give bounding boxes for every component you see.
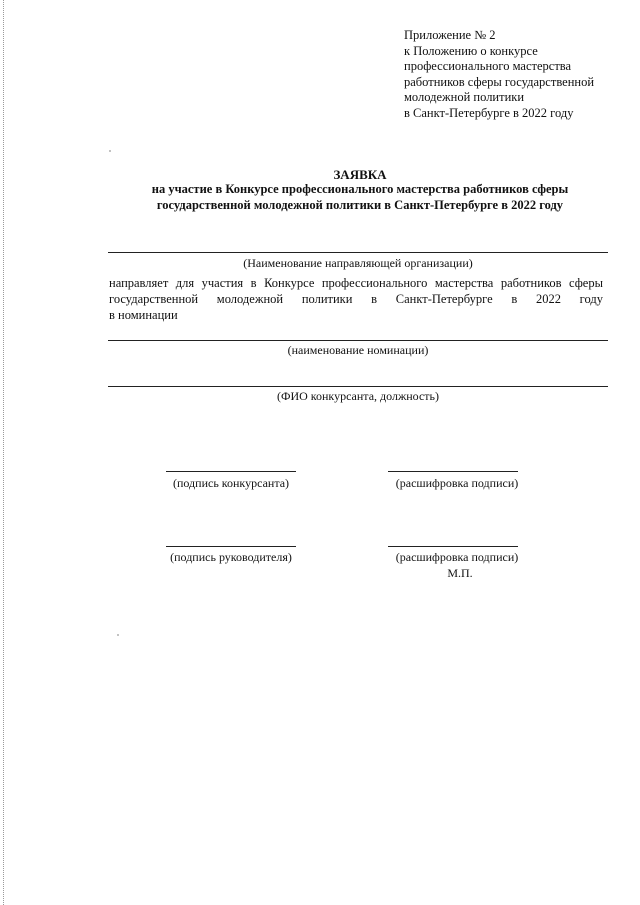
contestant-decode-caption: (расшифровка подписи) <box>395 476 519 490</box>
appendix-line: к Положению о конкурсе <box>404 43 538 58</box>
contestant-signature-caption: (подпись конкурсанта) <box>172 476 290 490</box>
head-signature-line[interactable] <box>166 546 296 547</box>
nomination-caption: (наименование номинации) <box>287 343 429 357</box>
appendix-line: молодежной политики <box>404 90 525 105</box>
scan-speck <box>117 634 119 636</box>
appendix-line: профессионального мастерства <box>404 59 572 74</box>
document-title: ЗАЯВКА <box>333 167 387 182</box>
contestant-caption: (ФИО конкурсанта, должность) <box>276 389 440 403</box>
scan-edge <box>3 0 4 905</box>
appendix-line: в Санкт-Петербурге в 2022 году <box>404 105 574 120</box>
appendix-line: работников сферы государственной <box>404 74 595 89</box>
appendix-note <box>404 28 630 122</box>
scan-speck <box>109 150 111 152</box>
body-line: государственной молодежной политики в Санкт-Петербурге в 2022 году <box>109 292 603 306</box>
contestant-decode-line[interactable] <box>388 471 518 472</box>
stamp-place-label: М.П. <box>447 566 473 580</box>
appendix-line: Приложение № 2 <box>404 28 496 42</box>
organization-caption: (Наименование направляющей организации) <box>243 256 473 270</box>
head-decode-caption: (расшифровка подписи) <box>395 550 519 564</box>
contestant-field-line[interactable] <box>108 386 608 387</box>
document-subtitle-line-2: государственной молодежной политики в Санкт-Петербурге в 2022 году <box>156 198 564 212</box>
contestant-signature-line[interactable] <box>166 471 296 472</box>
head-signature-caption: (подпись руководителя) <box>170 550 292 564</box>
organization-field-line[interactable] <box>108 252 608 253</box>
document-subtitle-line-1: на участие в Конкурсе профессионального мастерства работников сферы <box>151 182 569 196</box>
nomination-field-line[interactable] <box>108 340 608 341</box>
body-line: в номинации <box>109 308 178 322</box>
head-decode-line[interactable] <box>388 546 518 547</box>
application-body-text <box>109 275 603 323</box>
body-line: направляет для участия в Конкурсе профессионального мастерства работников сферы <box>109 276 603 290</box>
